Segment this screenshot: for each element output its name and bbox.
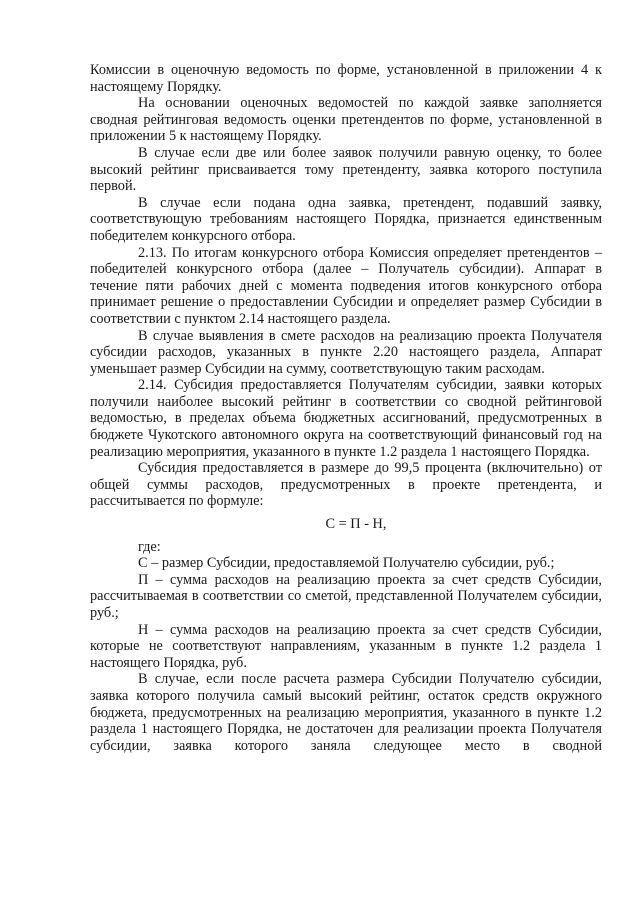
paragraph-subsidy-size: Субсидия предоставляется в размере до 99,5 процента (включительно) от общей суммы расходов, предусмотренных в проекте претендента, и рассчитывается по формуле: <box>90 460 602 510</box>
definition-c: С – размер Субсидии, предоставляемой Получателю субсидии, руб.; <box>138 555 555 572</box>
definition-p: П – сумма расходов на реализацию проекта за счет средств Субсидии, рассчитываемая в соответствии со сметой, представленной Получателем субсидии, руб.; <box>90 571 602 621</box>
document-page <box>90 62 602 754</box>
paragraph-clause-2-13: 2.13. По итогам конкурсного отбора Комиссия определяет претендентов – победителей конкурсного отбора (далее – Получатель субсидии). Аппарат в течение пяти рабочих дней с момента подведения итогов конкурсного отбора принимает решение о предоставлении Субсидии и определяет размер Субсидии в соответствии с пунктом 2.14 настоящего раздела. <box>90 244 602 327</box>
paragraph-continuation: Комиссии в оценочную ведомость по форме, установленной в приложении 4 к настоящему Порядку. <box>90 62 602 95</box>
paragraph-clause-2-14: 2.14. Субсидия предоставляется Получателям субсидии, заявки которых получили наиболее высокий рейтинг в соответствии со сводной рейтинговой ведомостью, в пределах объема бюджетных ассигнований, предусмотренных в бюджете Чукотского автономного округа на соответствующий финансовый год на реализацию мероприятия, указанного в пункте 1.2 раздела 1 настоящего Порядка. <box>90 377 602 460</box>
paragraph-remaining-funds: В случае, если после расчета размера Субсидии Получателю субсидии, заявка которого получила самый высокий рейтинг, остаток средств окружного бюджета, предусмотренных на реализацию мероприятия, указанного в пункте 1.2 раздела 1 настоящего Порядка, не достаточен для реализации проекта Получателя субсидии, заявка которого заняла следующее место в сводной <box>90 671 602 754</box>
formula-where-label: где: <box>138 538 161 555</box>
paragraph-equal-score: В случае если две или более заявок получили равную оценку, то более высокий рейтинг присваивается тому претенденту, заявка которого поступила первой. <box>90 144 602 195</box>
subsidy-formula: С = П - Н, <box>325 516 387 533</box>
paragraph-single-application: В случае если подана одна заявка, претендент, подавший заявку, соответствующую требованиям настоящего Порядка, признается единственным победителем конкурсного отбора. <box>90 194 602 244</box>
paragraph-rating-sheet: На основании оценочных ведомостей по каждой заявке заполняется сводная рейтинговая ведомость оценки претендентов по форме, установленной в приложении 5 к настоящему Порядку. <box>90 95 602 145</box>
paragraph-expense-reduction: В случае выявления в смете расходов на реализацию проекта Получателя субсидии расходов, указанных в пункте 2.20 настоящего раздела, Аппарат уменьшает размер Субсидии на сумму, соответствующую таким расходам. <box>90 327 602 377</box>
definition-n: Н – сумма расходов на реализацию проекта за счет средств Субсидии, которые не соответствуют направлениям, указанным в пункте 1.2 раздела 1 настоящего Порядка, руб. <box>90 621 602 671</box>
